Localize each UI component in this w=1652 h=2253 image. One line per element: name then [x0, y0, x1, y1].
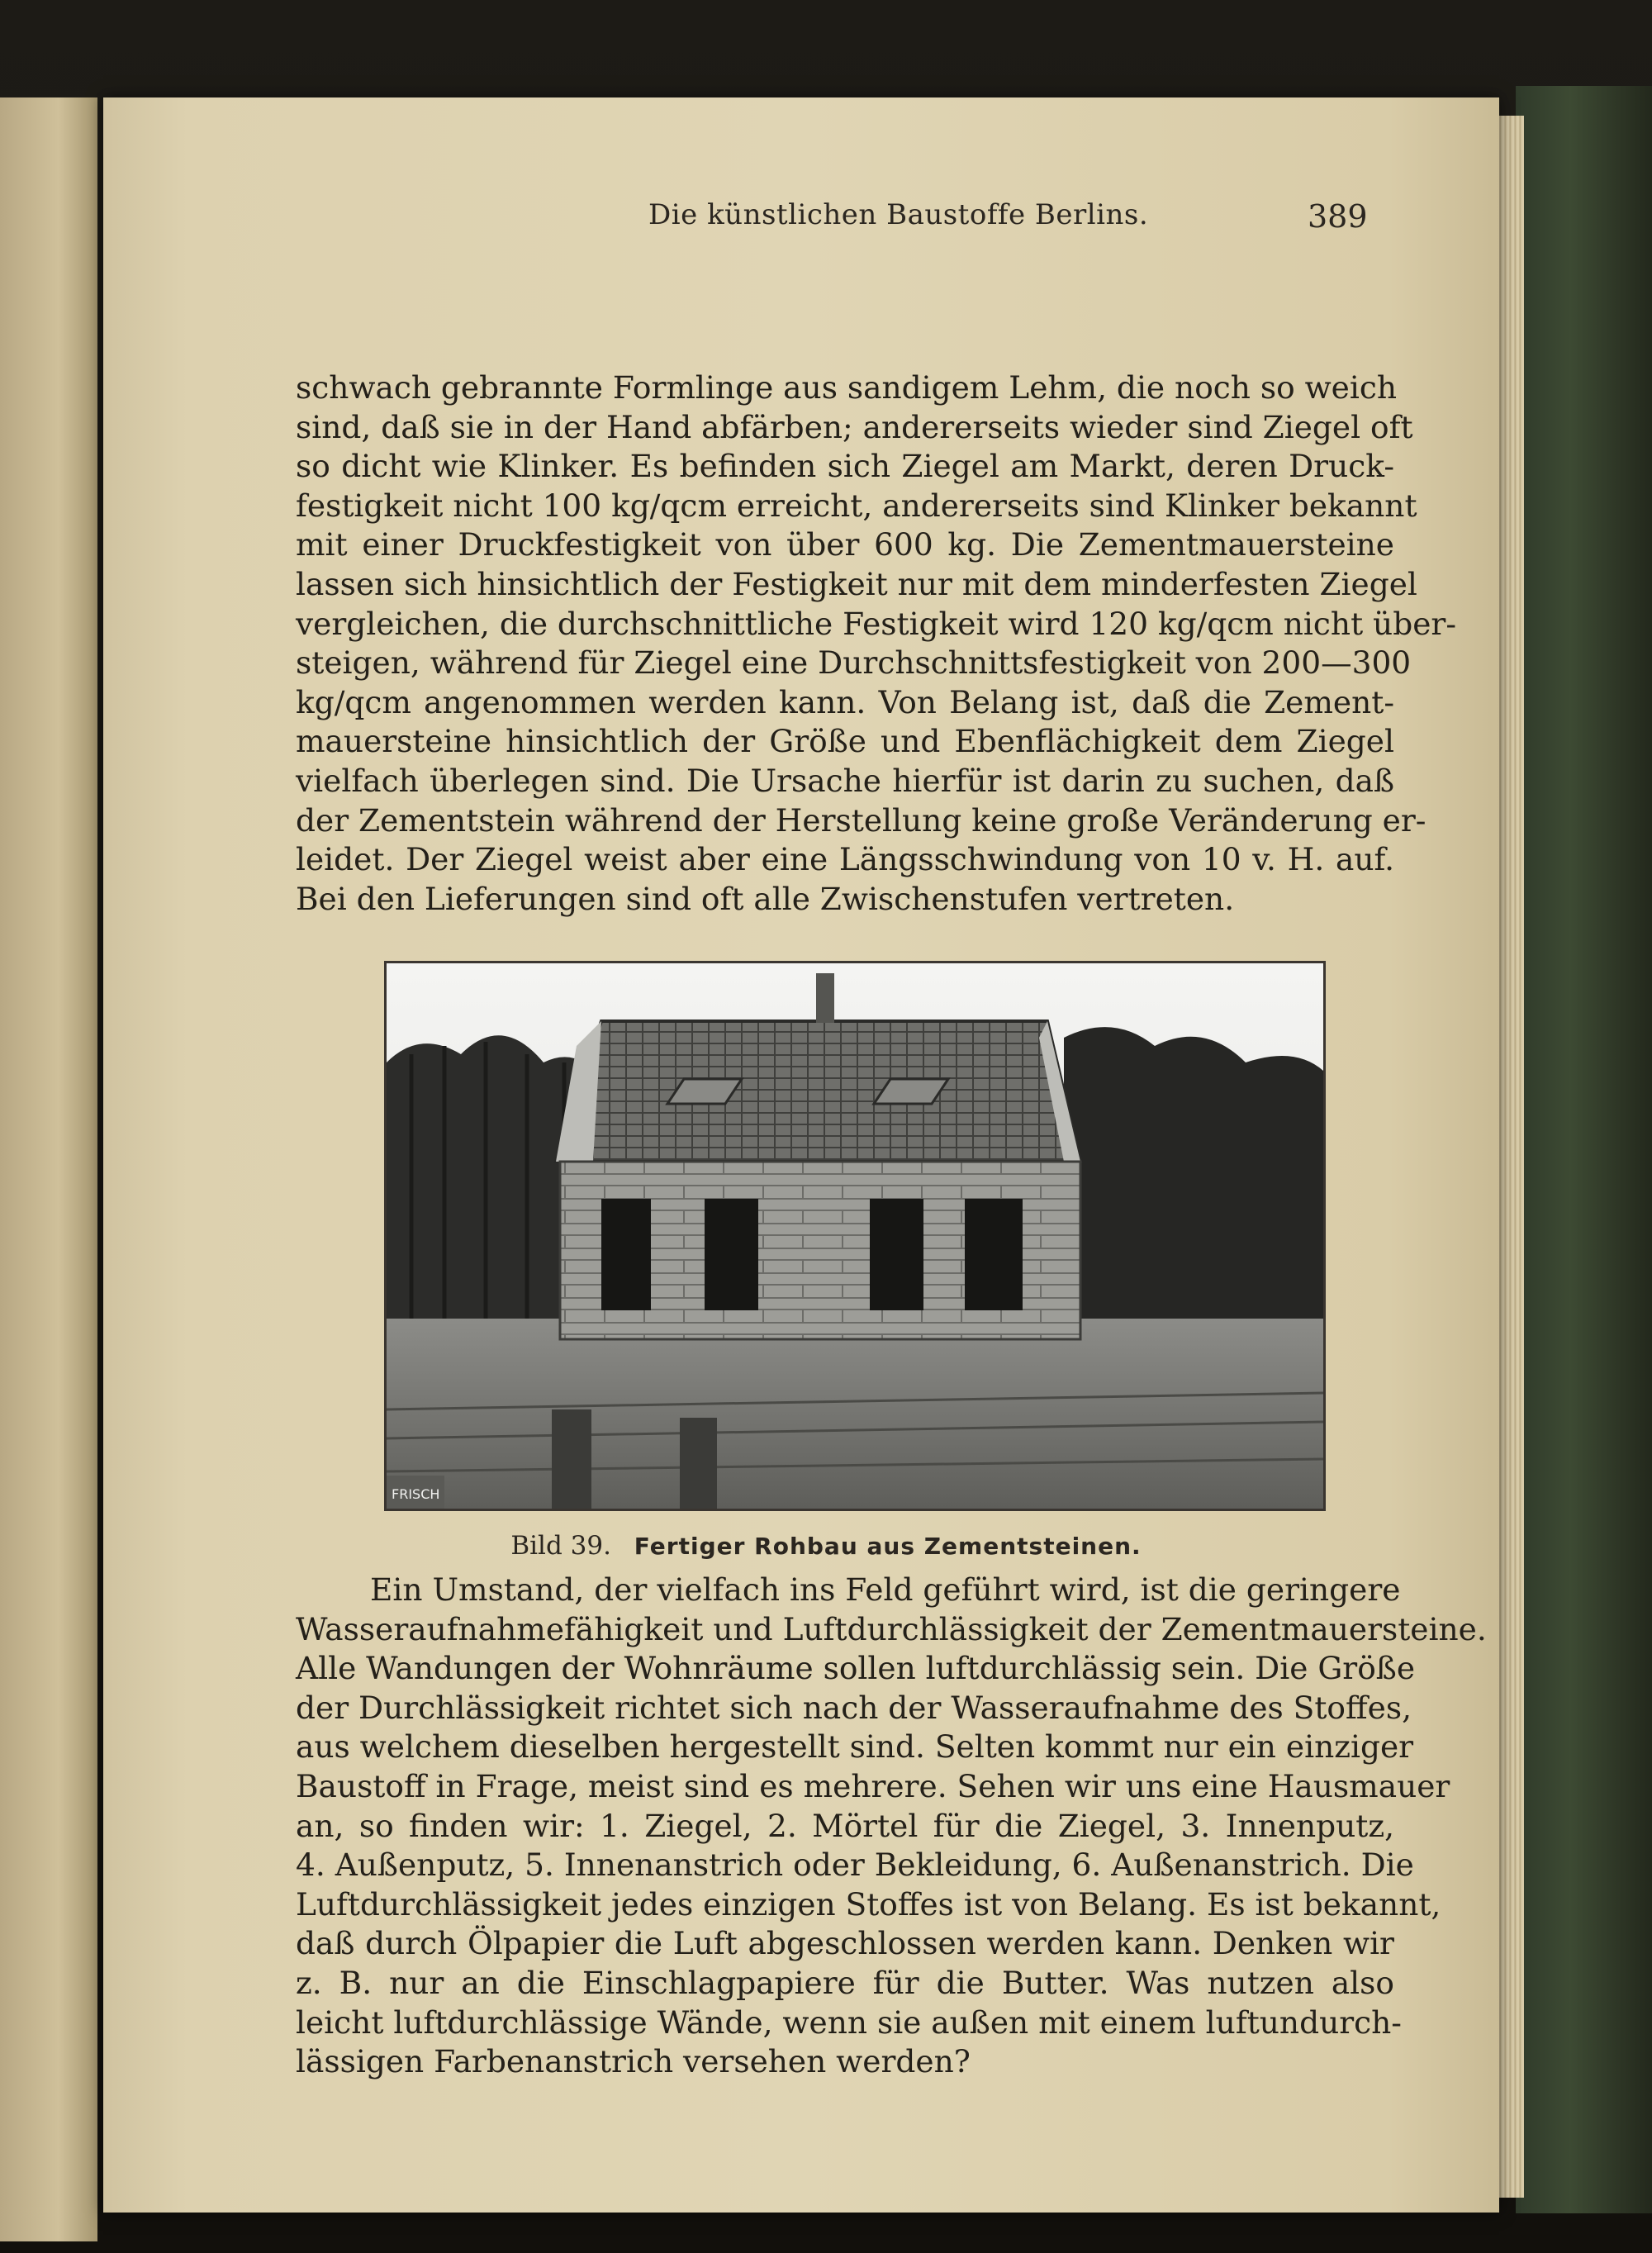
text-line: mauersteine hinsichtlich der Größe und Ebenflächigkeit dem Ziegel: [296, 723, 1394, 760]
text-line: sind, daß sie in der Hand abfärben; andererseits wieder sind Ziegel oft: [296, 408, 1413, 445]
text-line: Ein Umstand, der vielfach ins Feld geführt wird, ist die geringere: [370, 1571, 1401, 1608]
photo-credit: FRISCH: [392, 1486, 440, 1502]
text-line: aus welchem dieselben hergestellt sind. Selten kommt nur ein einziger: [296, 1728, 1414, 1766]
trees-right: [1064, 1027, 1323, 1327]
text-line: der Zementstein während der Herstellung keine große Veränderung er-: [296, 801, 1427, 839]
text-line: Alle Wandungen der Wohnräume sollen luftdurchlässig sein. Die Größe: [296, 1650, 1416, 1687]
text-line: der Durchlässigkeit richtet sich nach der Wasseraufnahme des Stoffes,: [296, 1689, 1412, 1726]
paragraph-2: [296, 1571, 1487, 2082]
photo-figure: [384, 961, 1326, 1511]
running-head-title: Die künstlichen Baustoffe Berlins.: [648, 198, 1149, 231]
text-line: Bei den Lieferungen sind oft alle Zwischenstufen vertreten.: [296, 880, 1235, 917]
figure-caption: [0, 1531, 1652, 1561]
text-line: lässigen Farbenanstrich versehen werden?: [296, 2043, 971, 2080]
chimney: [816, 973, 834, 1023]
text-line: Luftdurchlässigkeit jedes einzigen Stoffes ist von Belang. Es ist bekannt,: [296, 1885, 1441, 1923]
text-line: leicht luftdurchlässige Wände, wenn sie außen mit einem luftundurch-: [296, 2003, 1402, 2041]
caption-title: Fertiger Rohbau aus Zementsteinen.: [634, 1533, 1142, 1560]
text-line: festigkeit nicht 100 kg/qcm erreicht, andererseits sind Klinker bekannt: [296, 487, 1417, 524]
text-line: schwach gebrannte Formlinge aus sandigem Lehm, die noch so weich: [296, 369, 1398, 406]
text-line: steigen, während für Ziegel eine Durchschnittsfestigkeit von 200—300: [296, 644, 1412, 682]
text-line: Wasseraufnahmefähigkeit und Luftdurchlässigkeit der Zementmauersteine.: [296, 1610, 1487, 1647]
text-line: so dicht wie Klinker. Es befinden sich Ziegel am Markt, deren Druck-: [296, 448, 1394, 485]
text-line: z. B. nur an die Einschlagpapiere für die Butter. Was nutzen also: [296, 1964, 1394, 2001]
text-line: 4. Außenputz, 5. Innenanstrich oder Bekleidung, 6. Außenanstrich. Die: [296, 1847, 1414, 1884]
text-line: kg/qcm angenommen werden kann. Von Belang ist, daß die Zement-: [296, 683, 1394, 720]
text-line: leidet. Der Ziegel weist aber eine Längsschwindung von 10 v. H. auf.: [296, 841, 1394, 878]
text-line: vergleichen, die durchschnittliche Festigkeit wird 120 kg/qcm nicht über-: [296, 605, 1457, 642]
roof: [556, 1021, 1080, 1162]
house-photo: [387, 963, 1323, 1509]
book-cover-edge: [1516, 86, 1652, 2213]
text-line: mit einer Druckfestigkeit von über 600 kg. Die Zementmauersteine: [296, 526, 1394, 563]
text-line: lassen sich hinsichtlich der Festigkeit nur mit dem minderfesten Ziegel: [296, 565, 1417, 602]
text-line: daß durch Ölpapier die Luft abgeschlossen werden kann. Denken wir: [296, 1925, 1394, 1962]
book-page: [103, 97, 1499, 2213]
text-line: an, so finden wir: 1. Ziegel, 2. Mörtel für die Ziegel, 3. Innenputz,: [296, 1807, 1394, 1844]
caption-label: Bild 39.: [510, 1531, 611, 1561]
text-line: vielfach überlegen sind. Die Ursache hierfür ist darin zu suchen, daß: [296, 762, 1394, 799]
text-line: Baustoff in Frage, meist sind es mehrere. Sehen wir uns eine Hausmauer: [296, 1767, 1450, 1804]
paragraph-1: [296, 368, 1457, 919]
facing-page-edge: [0, 97, 97, 2241]
page-number: 389: [1308, 198, 1368, 235]
